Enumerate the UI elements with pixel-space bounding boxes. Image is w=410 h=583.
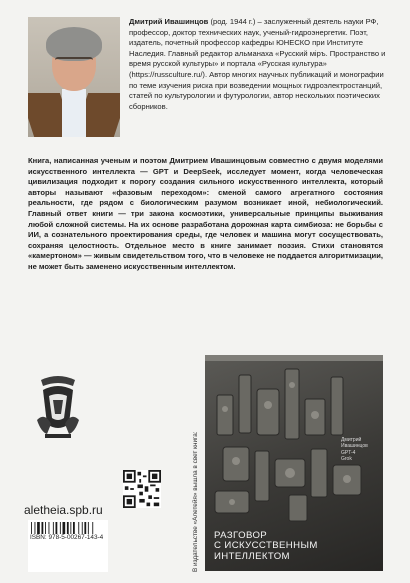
barcode-bar: [92, 522, 93, 534]
barcode-bar: [73, 522, 75, 534]
author-bio: [129, 17, 391, 112]
barcode-bar: [35, 522, 36, 534]
barcode-bar: [60, 522, 61, 534]
photo-hair: [46, 27, 102, 61]
isbn-number: ISBN: 978-5-00267-143-4: [30, 534, 104, 541]
spine-note: В издательстве «Алетейя» вышла в свет книга:: [192, 431, 199, 572]
book-cover-title-line: РАЗГОВОР: [214, 530, 268, 541]
barcode-bar: [63, 522, 66, 534]
qr-code-icon[interactable]: [123, 470, 161, 508]
book-cover-author-line: GPT-4: [341, 449, 356, 456]
book-annotation: Книга, написанная ученым и поэтом Дмитрием Ивашинцовым совместно с двумя моделями искусственного интеллекта — GPT и DeepSeek, исследует момент, когда человеческая цивилизация подходит к порогу создания сильного искусственного интеллекта, который авторы называют «фазовым переходом»: сменой самого агрегатного состояния реальности, где рядом с биологическим разумом возникает иной, небиологический. Главный ответ книги — три закона космоэтики, универсальные принципы выживания любой сложной системы. На их основе разработана дорожная карта симбиоза: не борьбы с ИИ, а сознательного проектирования среды, где человек и машина могут сосуществовать, сохраняя целостность. Отдельное место в книге занимает поэзия. Стихи становятся «камертоном» — живым свидетельством того, что в человеке не поддается алгоритмизации, не может быть заменено искусственным интеллектом.: [28, 156, 383, 271]
book-cover-author: [341, 437, 381, 463]
book-cover-title: [214, 531, 382, 562]
barcode-bar: [31, 522, 32, 534]
barcode-bar: [88, 522, 89, 534]
book-cover-title-line: ИНТЕЛЛЕКТОМ: [214, 550, 290, 562]
book-cover-author-line: Дмитрий: [341, 437, 362, 443]
barcode-bar: [49, 522, 50, 534]
barcode-bar: [84, 522, 86, 534]
isbn-barcode: [28, 520, 108, 572]
barcode-bar: [53, 522, 54, 534]
author-photo: [28, 17, 120, 137]
barcode-bar: [42, 522, 44, 534]
book-cover-title-line: С ИСКУССТВЕННЫМ: [214, 540, 318, 552]
publisher-logo-icon: [33, 372, 83, 442]
photo-glasses: [55, 57, 93, 67]
barcode-bar: [78, 522, 79, 534]
barcode-bar: [67, 522, 69, 534]
barcode-bar: [37, 522, 40, 534]
barcode-bar: [45, 522, 46, 534]
author-birth: (род. 1944 г.): [210, 17, 256, 26]
author-name: Дмитрий Ивашинцов: [129, 17, 209, 26]
book-cover-image: [205, 355, 383, 571]
barcode-bar: [82, 522, 83, 534]
book-cover-author-line: Ивашинцов: [341, 443, 368, 450]
barcode-bar: [56, 522, 58, 534]
barcode-bar: [70, 522, 71, 534]
book-cover-author-line: Grok: [341, 456, 352, 463]
barcode-lines-icon: [30, 522, 110, 534]
publisher-site-link[interactable]: aletheia.spb.ru: [24, 503, 103, 517]
photo-shirt: [62, 89, 86, 137]
author-bio-text: – заслуженный деятель науки РФ, профессор, доктор технических наук, ученый-гидроэнергетик. Поэт, издатель, почетный профессор кафедры ЮНЕСКО при Институте Наследия. Главный редактор альманаха «Русский мiръ. Пространство и время русской культуры» и портала «Русская культура» (https://russculture.ru/). Автор многих научных публикаций и монографии по теме изучения риска при возведении мощных гидроэлектростанций, статей по культурологии и футурологии, автор нескольких поэтических сборников.: [129, 17, 386, 111]
